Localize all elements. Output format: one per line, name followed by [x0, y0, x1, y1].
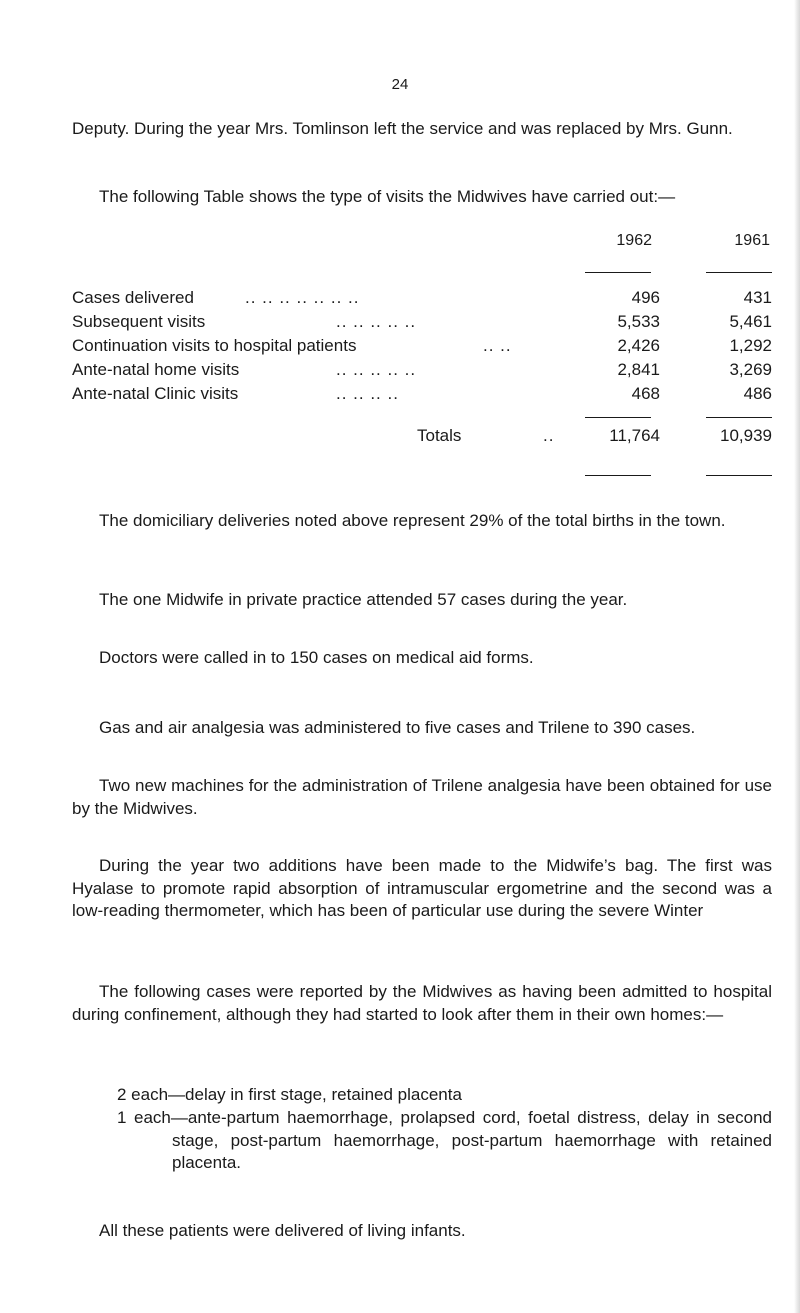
- page-edge-shadow: [794, 0, 800, 1313]
- value-1961: 486: [743, 384, 772, 403]
- leader-dots: .. ..: [483, 336, 512, 355]
- leader-dots: .. .. .. .. .. .. ..: [245, 288, 360, 307]
- value-1962: 2,841: [617, 360, 660, 379]
- column-header-1962: 1962: [616, 232, 652, 249]
- value-1961: 431: [743, 288, 772, 307]
- value-1962: 468: [631, 384, 660, 403]
- table-row: [72, 312, 772, 336]
- totals-rule-1961: [706, 475, 772, 476]
- column-header-1961: 1961: [734, 232, 770, 249]
- row-label: Subsequent visits: [72, 312, 206, 331]
- row-label: Continuation visits to hospital patients: [72, 336, 357, 355]
- case-list-item: 2 each—delay in first stage, retained placenta: [117, 1085, 462, 1104]
- totals-rule-1962: [585, 475, 651, 476]
- subtotal-rule-1962: [585, 417, 651, 418]
- table-row: [72, 360, 772, 384]
- total-1961: 10,939: [720, 426, 772, 445]
- total-1962: 11,764: [609, 426, 660, 445]
- private-midwife-paragraph: The one Midwife in private practice attended 57 cases during the year.: [99, 590, 628, 609]
- header-rule-1961: [706, 272, 772, 273]
- row-label: Ante-natal home visits: [72, 360, 240, 379]
- table-row: [72, 336, 772, 360]
- leader-dots: .. .. .. .. ..: [336, 360, 417, 379]
- doctors-paragraph: Doctors were called in to 150 cases on medical aid forms.: [99, 648, 534, 667]
- table-row: [72, 384, 772, 408]
- totals-label: Totals: [417, 426, 462, 445]
- machines-paragraph: Two new machines for the administration of Trilene analgesia have been obtained for use by the Midwives.: [72, 776, 772, 818]
- analgesia-paragraph: Gas and air analgesia was administered to five cases and Trilene to 390 cases.: [99, 718, 696, 737]
- page-number: 24: [391, 76, 409, 93]
- header-rule-1962: [585, 272, 651, 273]
- value-1961: 1,292: [729, 336, 772, 355]
- bag-additions-paragraph: During the year two additions have been made to the Midwife’s bag. The first was Hyalase to promote rapid absorption of intramuscular ergometrine and the second was a low-reading thermometer, which has been of particular use during the severe Winter: [72, 856, 772, 920]
- leader-dots: ..: [543, 426, 555, 445]
- value-1961: 3,269: [729, 360, 772, 379]
- totals-row: [72, 426, 772, 450]
- subtotal-rule-1961: [706, 417, 772, 418]
- value-1962: 5,533: [617, 312, 660, 331]
- row-label: Ante-natal Clinic visits: [72, 384, 239, 403]
- value-1962: 2,426: [617, 336, 660, 355]
- domiciliary-paragraph: The domiciliary deliveries noted above represent 29% of the total births in the town.: [99, 511, 726, 530]
- value-1961: 5,461: [729, 312, 772, 331]
- table-row: [72, 288, 772, 312]
- row-label: Cases delivered: [72, 288, 194, 307]
- leader-dots: .. .. .. .. ..: [336, 312, 417, 331]
- table-intro-paragraph: The following Table shows the type of visits the Midwives have carried out:—: [99, 187, 676, 206]
- hospital-cases-paragraph: The following cases were reported by the Midwives as having been admitted to hospital during confinement, although they had started to look after them in their own homes:—: [72, 982, 772, 1024]
- closing-paragraph: All these patients were delivered of living infants.: [99, 1221, 466, 1240]
- case-list-item: 1 each—ante-partum haemorrhage, prolapsed cord, foetal distress, delay in second stage, post-partum haemorrhage, post-partum haemorrhage with retained placenta.: [117, 1108, 772, 1172]
- leader-dots: .. .. .. ..: [336, 384, 399, 403]
- value-1962: 496: [631, 288, 660, 307]
- deputy-paragraph: Deputy. During the year Mrs. Tomlinson left the service and was replaced by Mrs. Gunn.: [72, 119, 733, 138]
